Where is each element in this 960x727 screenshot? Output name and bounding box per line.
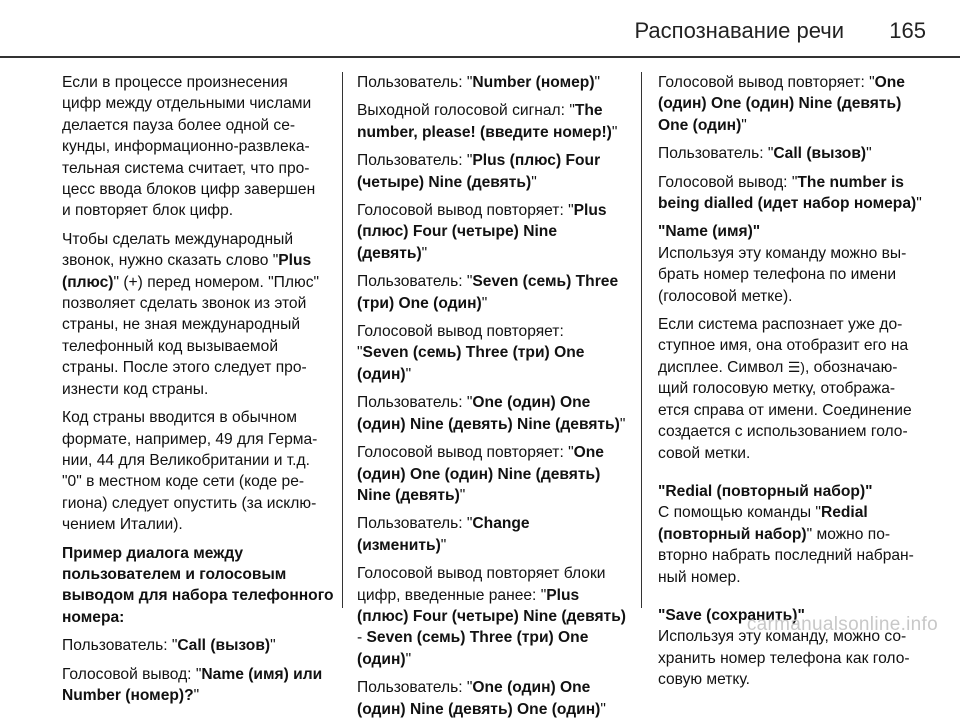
section-heading: "Redial (повторный набор)" (658, 482, 873, 500)
header-rule (0, 56, 960, 58)
paragraph-international: Чтобы сделать международный звонок, нужно сказать слово "Plus (плюс)" (+) перед номером. "Плюс" позволяет сделать звонок из этой страны, не зная международный телефонный код вызываемой страны. После этого следует про- изнести код страны. (62, 230, 320, 398)
save-command-section: "Save (сохранить)" Используя эту команду, можно со- хранить номер телефона как голо- совую метку. (658, 606, 910, 689)
dialog-line: Пользователь: "One (один) One (один) Nine (девять) One (один)" (357, 679, 606, 718)
dialog-line: Голосовой вывод: "The number is being dialled (идет набор номера)" (658, 173, 922, 213)
page-title: Распознавание речи (634, 18, 844, 43)
dialog-line: Пользователь: "Number (номер)" (357, 74, 601, 91)
dialog-line: Голосовой вывод повторяет: "Plus (плюс) Four (четыре) Nine (девять)" (357, 202, 607, 262)
page-number: 165 (889, 18, 926, 43)
column-divider-2 (641, 72, 642, 608)
page-header (0, 0, 960, 56)
dialog-line: Пользователь: "Seven (семь) Three (три) One (один)" (357, 273, 619, 312)
name-command-section: "Name (имя)" Используя эту команду можно вы- брать номер телефона по имени (голосовой метке). (658, 223, 907, 305)
dialog-line: Голосовой вывод повторяет: "One (один) One (один) Nine (девять) Nine (девять)" (357, 444, 604, 504)
section-heading: "Save (сохранить)" (658, 606, 805, 624)
dialog-line: Пользователь: "Change (изменить)" (357, 515, 530, 554)
dialog-line: Голосовой вывод повторяет: "One (один) One (один) Nine (девять) One (один)" (658, 74, 905, 134)
paragraph-pause: Если в процессе произнесения цифр между отдельными числами делается пауза более одной се- кунды, информационно-развлека- тельная система считает, что про- цесс ввода блоков цифр завершен и повторяет блок цифр. (62, 74, 316, 220)
dialog-line: Голосовой вывод: "Name (имя) или Number (номер)?" (62, 665, 323, 704)
column-1 (62, 72, 334, 713)
dialog-line: Выходной голосовой сигнал: "The number, please! (введите номер!)" (357, 102, 618, 141)
voice-tag-paragraph: Если система распознает уже до- ступное имя, она отобразит его на дисплее. Символ ☰), обозначаю- щий голосовую метку, отобража- ется справа от имени. Соединение создается с использованием голо- совой метки. (658, 316, 912, 462)
dialog-line: Пользователь: "Plus (плюс) Four (четыре) Nine (девять)" (357, 152, 601, 191)
dialog-line: Голосовой вывод повторяет: "Seven (семь) Three (три) One (один)" (357, 323, 585, 383)
dialog-line: Пользователь: "One (один) One (один) Nine (девять) Nine (девять)" (357, 394, 626, 433)
column-divider-1 (342, 72, 343, 608)
redial-command-section: "Redial (повторный набор)" С помощью команды "Redial (повторный набор)" можно по- вторно набрать последний набран- ный номер. (658, 482, 914, 586)
paragraph-country-code: Код страны вводится в обычном формате, например, 49 для Герма- нии, 44 для Великобритании и т.д. "0" в местном коде сети (коде ре- гиона) следует опустить (за исклю- чением Италии). (62, 409, 318, 534)
watermark: carmanualsonline.info (746, 614, 938, 635)
dialog-example-heading: Пример диалога между пользователем и голосовым выводом для набора телефонного номера: (62, 544, 334, 626)
dialog-line: Голосовой вывод повторяет блоки цифр, введенные ранее: "Plus (плюс) Four (четыре) Nine (девять) - Seven (семь) Three (три) One (один)" (357, 565, 626, 668)
section-heading: "Name (имя)" (658, 223, 761, 241)
voice-tag-icon: ☰) (787, 358, 805, 375)
dialog-line: Пользователь: "Call (вызов)" (658, 145, 872, 163)
column-2 (357, 72, 627, 727)
dialog-line: Пользователь: "Call (вызов)" (62, 637, 276, 655)
column-3 (658, 72, 928, 698)
